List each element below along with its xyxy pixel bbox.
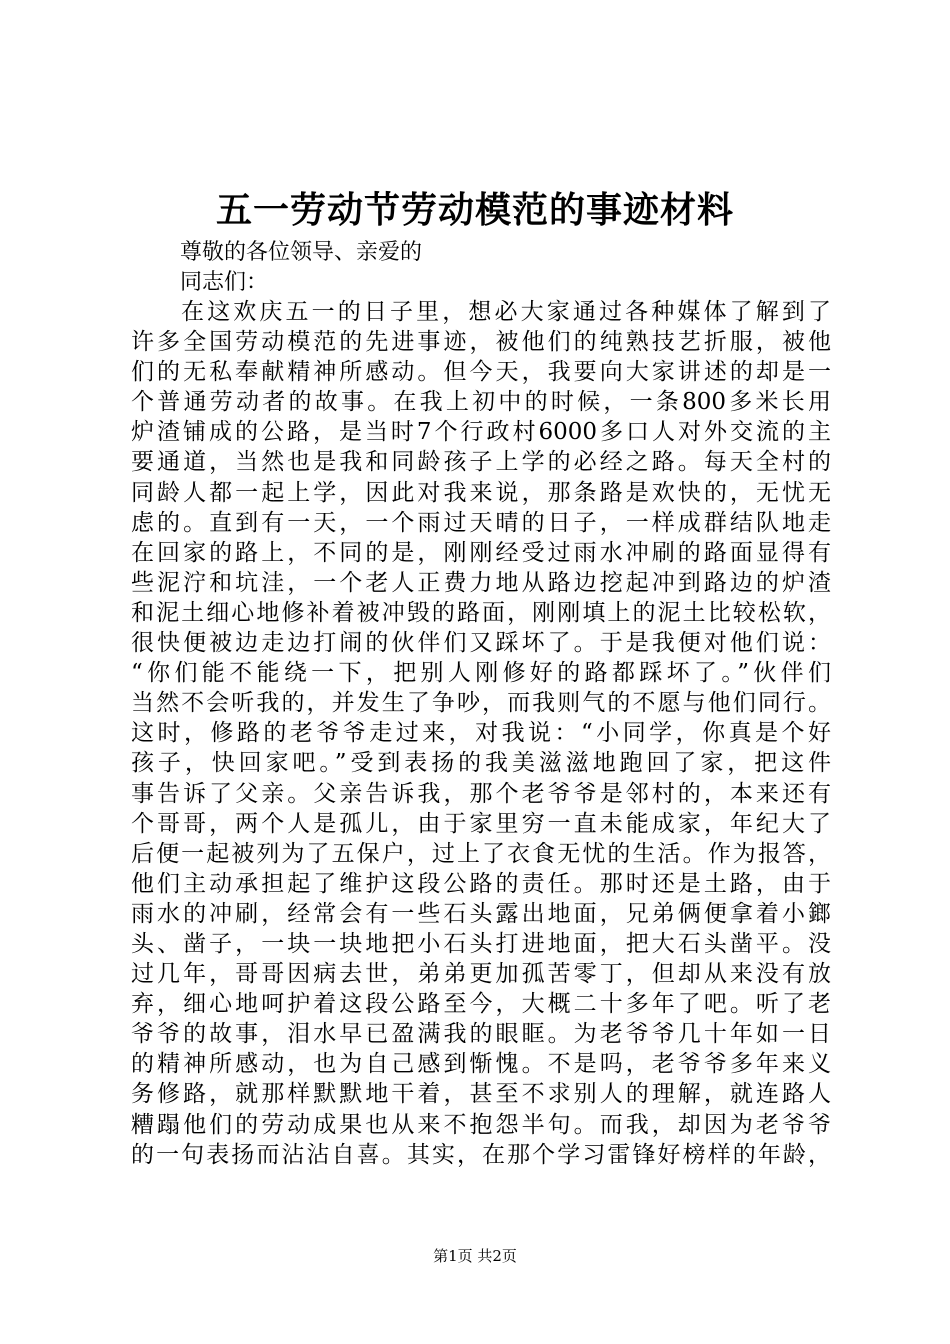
body-line: 些泥泞和坑洼，一个老人正费力地从路边挖起冲到路边的炉渣 xyxy=(131,569,831,596)
body-line: 和泥土细心地修补着被冲毁的路面，刚刚填上的泥土比较松软， xyxy=(131,599,831,626)
body-line: 的精神所感动，也为自己感到惭愧。不是吗，老爷爷多年来义 xyxy=(131,1051,831,1078)
body-line: 同龄人都一起上学，因此对我来说，那条路是欢快的，无忧无 xyxy=(131,479,831,506)
body-line: 炉渣铺成的公路，是当时7个行政村6000多口人对外交流的主 xyxy=(131,419,831,446)
body-line: 当然不会听我的，并发生了争吵，而我则气的不愿与他们同行。 xyxy=(131,690,831,717)
body-line: 个哥哥，两个人是孤儿，由于家里穷一直未能成家，年纪大了 xyxy=(131,810,831,837)
body-line: 要通道，当然也是我和同龄孩子上学的必经之路。每天全村的 xyxy=(131,449,831,476)
body-line: 头、凿子，一块一块地把小石头打进地面，把大石头凿平。没 xyxy=(131,930,831,957)
body-line: 在回家的路上，不同的是，刚刚经受过雨水冲刷的路面显得有 xyxy=(131,539,831,566)
body-line: 他们主动承担起了维护这段公路的责任。那时还是土路，由于 xyxy=(131,870,831,897)
body-line: 们的无私奉献精神所感动。但今天，我要向大家讲述的却是一 xyxy=(131,359,831,386)
body-line: 后便一起被列为了五保户，过上了衣食无忧的生活。作为报答， xyxy=(131,840,831,867)
body-line: 过几年，哥哥因病去世，弟弟更加孤苦零丁，但却从来没有放 xyxy=(131,961,831,988)
body-line: 孩子，快回家吧。”受到表扬的我美滋滋地跑回了家，把这件 xyxy=(131,750,831,777)
body-paragraph xyxy=(131,297,831,1170)
body-line: “你们能不能绕一下，把别人刚修好的路都踩坏了。”伙伴们 xyxy=(131,660,831,687)
body-line: 许多全国劳动模范的先进事迹，被他们的纯熟技艺折服，被他 xyxy=(131,329,831,356)
body-line: 这时，修路的老爷爷走过来，对我说：“小同学，你真是个好 xyxy=(131,720,831,747)
body-line: 糟蹋他们的劳动成果也从来不抱怨半句。而我，却因为老爷爷 xyxy=(131,1111,831,1138)
body-line: 雨水的冲刷，经常会有一些石头露出地面，兄弟俩便拿着小鎯 xyxy=(131,900,831,927)
body-line: 爷爷的故事，泪水早已盈满我的眼眶。为老爷爷几十年如一日 xyxy=(131,1021,831,1048)
body-line: 事告诉了父亲。父亲告诉我，那个老爷爷是邻村的，本来还有 xyxy=(131,780,831,807)
body-line: 虑的。直到有一天，一个雨过天晴的日子，一样成群结队地走 xyxy=(131,509,831,536)
body-line: 的一句表扬而沾沾自喜。其实，在那个学习雷锋好榜样的年龄， xyxy=(131,1141,831,1168)
page-footer: 第1页 共2页 xyxy=(433,1247,517,1265)
body-line: 在这欢庆五一的日子里，想必大家通过各种媒体了解到了 xyxy=(181,299,831,325)
salutation-line-1: 尊敬的各位领导、亲爱的 xyxy=(180,240,423,265)
body-line: 弃，细心地呵护着这段公路至今，大概二十多年了吧。听了老 xyxy=(131,991,831,1018)
salutation-line-2: 同志们： xyxy=(180,270,269,295)
body-line: 务修路，就那样默默地干着，甚至不求别人的理解，就连路人 xyxy=(131,1081,831,1108)
body-line: 很快便被边走边打闹的伙伴们又踩坏了。于是我便对他们说： xyxy=(131,630,831,657)
document-title: 五一劳动节劳动模范的事迹材料 xyxy=(215,189,734,231)
body-line: 个普通劳动者的故事。在我上初中的时候，一条800多米长用 xyxy=(131,389,831,416)
